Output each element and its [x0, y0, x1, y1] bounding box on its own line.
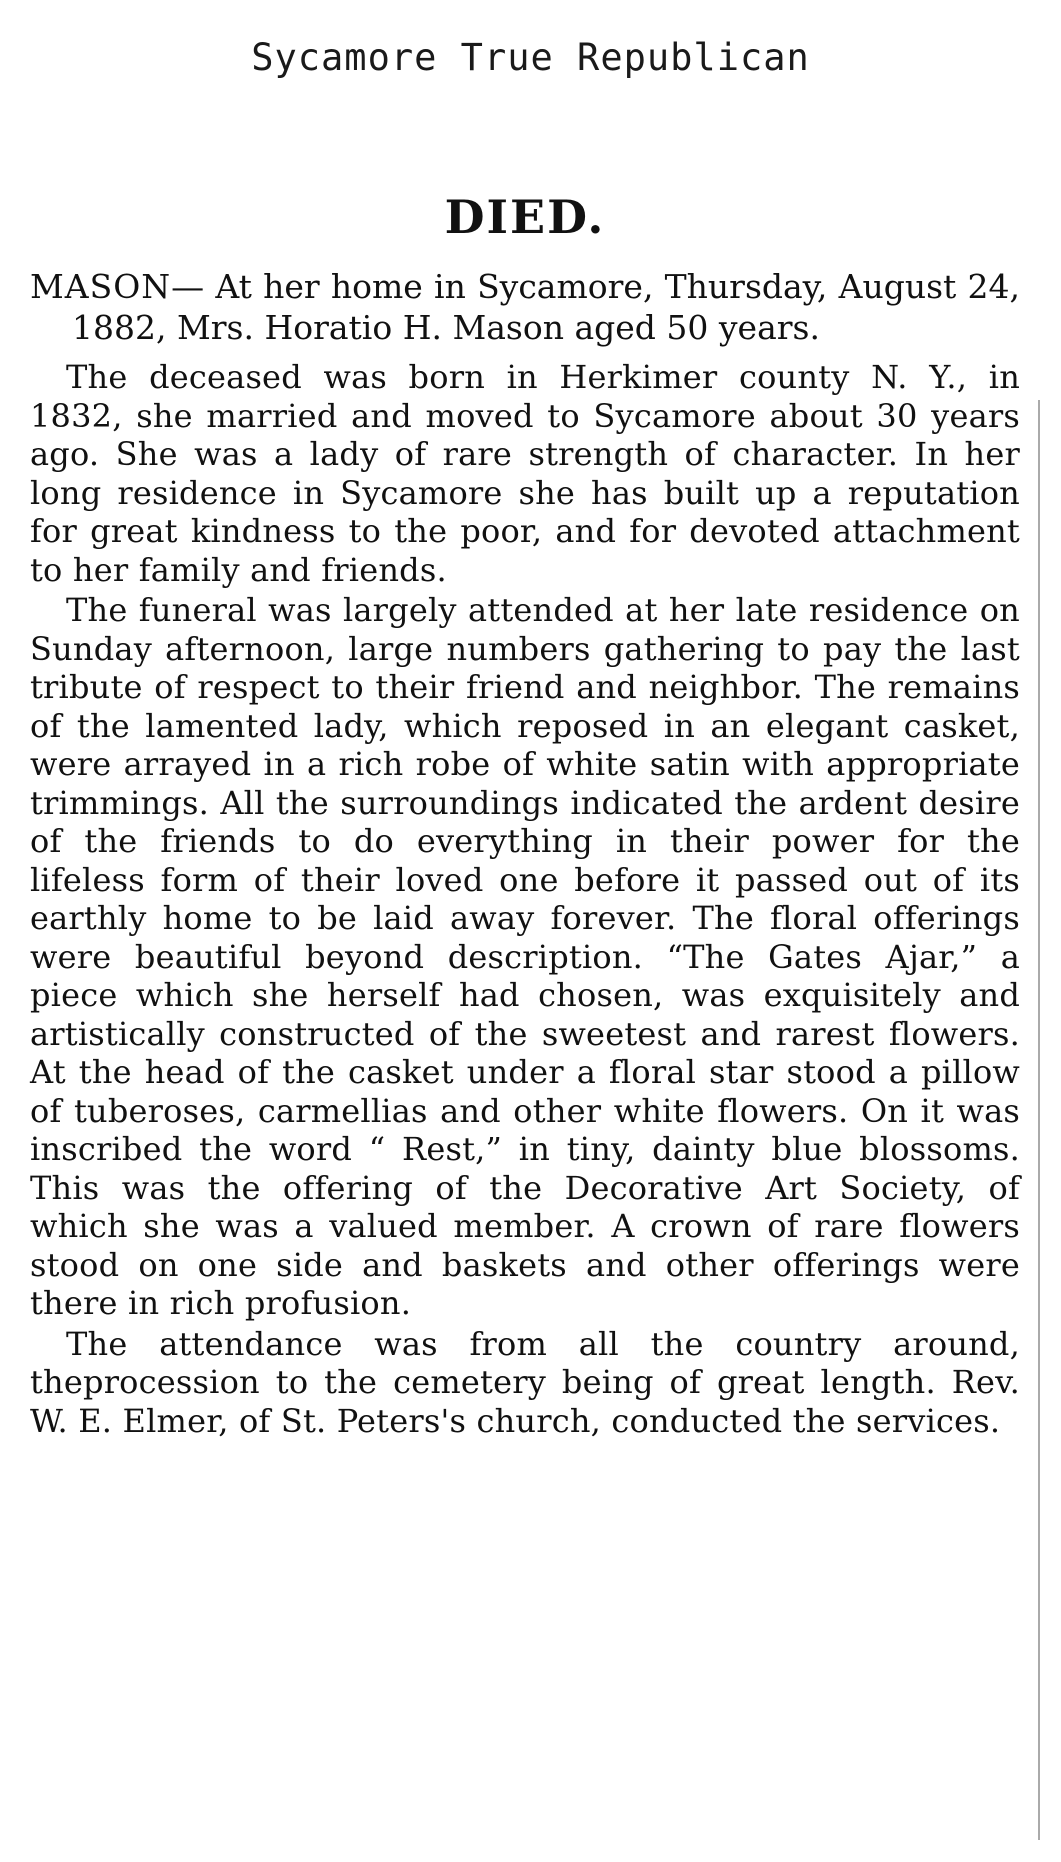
paragraph-funeral: The funeral was largely attended at her late residence on Sunday afternoon, large numbers gathering to pay the last tribute of respect to their friend and neighbor. The remains of the lamented lady, which reposed in an elegant casket, were arrayed in a rich robe of white satin with appropriate trimmings. All the surroundings indicated the ardent desire of the friends to do everything in their power for the lifeless form of their loved one before it passed out of its earthly home to be laid away forever. The floral offerings were beautiful beyond description. “The Gates Ajar,” a piece which she herself had chosen, was exquisitely and artistically constructed of the sweetest and rarest flowers. At the head of the casket under a floral star stood a pillow of tuberoses, carmellias and other white flowers. On it was inscribed the word “ Rest,” in tiny, dainty blue blossoms. This was the offering of the Decorative Art Society, of which she was a valued member. A crown of rare flowers stood on one side and baskets and other offerings were there in rich profusion.: [30, 591, 1020, 1322]
notice-dash: —: [171, 267, 205, 306]
source-caption: Sycamore True Republican: [251, 36, 810, 79]
paragraph-attendance: The attendance was from all the country around, theprocession to the cemetery being of great length. Rev. W. E. Elmer, of St. Peters's church, conducted the services.: [30, 1324, 1020, 1440]
paragraph-biography: The deceased was born in Herkimer county N. Y., in 1832, she married and moved to Sycamore about 30 years ago. She was a lady of rare strength of character. In her long residence in Sycamore she has built up a reputation for great kindness to the poor, and for devoted attachment to her family and friends.: [30, 358, 1020, 589]
notice-surname: MASON: [30, 267, 172, 306]
death-notice: [30, 266, 1020, 348]
notice-text: At her home in Sycamore, Thursday, August 24, 1882, Mrs. Horatio H. Mason aged 50 years.: [72, 267, 1020, 347]
column-rule: [1038, 400, 1040, 1840]
newspaper-clipping: [30, 190, 1020, 1440]
section-heading: DIED.: [444, 190, 606, 244]
